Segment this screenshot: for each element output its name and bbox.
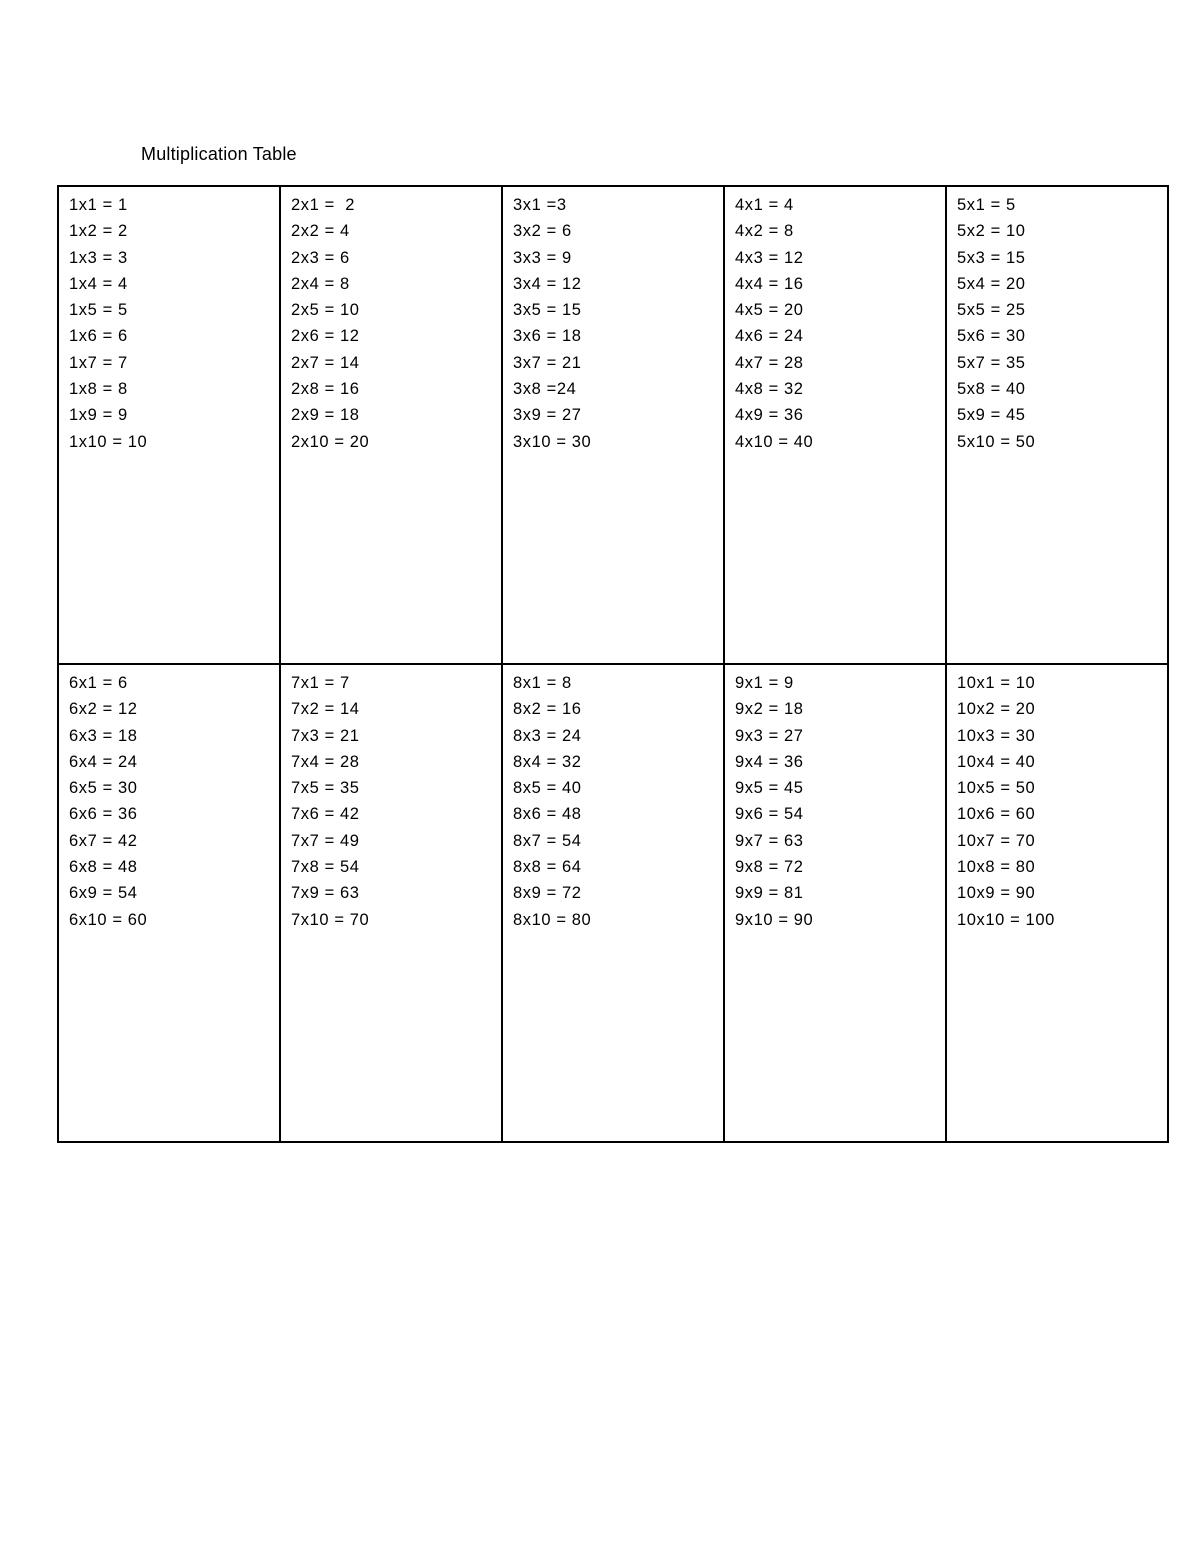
equation-line: 8x1 = 8 bbox=[513, 674, 572, 692]
equation-line: 1x8 = 8 bbox=[69, 380, 128, 399]
equation-line: 9x4 = 36 bbox=[735, 752, 804, 771]
equation-line: 9x6 = 54 bbox=[735, 805, 804, 824]
equation-line: 7x1 = 7 bbox=[291, 674, 350, 692]
table-cell bbox=[502, 664, 724, 1142]
equation-line: 2x2 = 4 bbox=[291, 222, 350, 241]
equation-line: 3x2 = 6 bbox=[513, 222, 572, 241]
equation-line: 7x6 = 42 bbox=[291, 805, 360, 824]
equation-line: 2x6 = 12 bbox=[291, 327, 360, 346]
equation-line: 8x8 = 64 bbox=[513, 858, 582, 877]
table-cell bbox=[946, 186, 1168, 664]
table-cell bbox=[280, 664, 502, 1142]
equation-line: 5x7 = 35 bbox=[957, 353, 1026, 372]
equation-line: 6x6 = 36 bbox=[69, 805, 138, 824]
equation-line: 5x2 = 10 bbox=[957, 222, 1026, 241]
equation-line: 6x4 = 24 bbox=[69, 752, 138, 771]
equation-line: 9x3 = 27 bbox=[735, 726, 804, 745]
equation-line: 2x7 = 14 bbox=[291, 353, 360, 372]
equation-line: 3x6 = 18 bbox=[513, 327, 582, 346]
equation-line: 7x2 = 14 bbox=[291, 700, 360, 719]
equation-line: 8x7 = 54 bbox=[513, 831, 582, 850]
equation-line: 10x2 = 20 bbox=[957, 700, 1036, 719]
equation-line: 7x9 = 63 bbox=[291, 884, 360, 903]
equation-line: 9x5 = 45 bbox=[735, 779, 804, 798]
equation-line: 5x3 = 15 bbox=[957, 248, 1026, 267]
equation-line: 4x8 = 32 bbox=[735, 380, 804, 399]
equation-line: 3x10 = 30 bbox=[513, 432, 592, 451]
equation-line: 2x5 = 10 bbox=[291, 301, 360, 320]
multiplication-table bbox=[57, 185, 1169, 1143]
table-row bbox=[58, 664, 1168, 1142]
equation-line: 8x2 = 16 bbox=[513, 700, 582, 719]
equation-line: 4x2 = 8 bbox=[735, 222, 794, 241]
equation-line: 10x3 = 30 bbox=[957, 726, 1036, 745]
equation-line: 5x5 = 25 bbox=[957, 301, 1026, 320]
equation-line: 6x3 = 18 bbox=[69, 726, 138, 745]
equation-line: 10x1 = 10 bbox=[957, 674, 1036, 692]
equation-line: 2x9 = 18 bbox=[291, 406, 360, 425]
document-title: Multiplication Table bbox=[141, 144, 297, 164]
equation-line: 1x10 = 10 bbox=[69, 432, 148, 451]
equation-line: 8x9 = 72 bbox=[513, 884, 582, 903]
equation-line: 1x7 = 7 bbox=[69, 353, 128, 372]
equation-line: 8x6 = 48 bbox=[513, 805, 582, 824]
equation-line: 10x9 = 90 bbox=[957, 884, 1036, 903]
table-cell bbox=[724, 664, 946, 1142]
equation-line: 9x1 = 9 bbox=[735, 674, 794, 692]
equation-line: 8x3 = 24 bbox=[513, 726, 582, 745]
equation-line: 3x9 = 27 bbox=[513, 406, 582, 425]
equation-line: 1x4 = 4 bbox=[69, 274, 128, 293]
equation-line: 10x5 = 50 bbox=[957, 779, 1036, 798]
equation-line: 4x7 = 28 bbox=[735, 353, 804, 372]
equation-line: 3x3 = 9 bbox=[513, 248, 572, 267]
equation-line: 7x4 = 28 bbox=[291, 752, 360, 771]
equation-line: 7x10 = 70 bbox=[291, 910, 370, 929]
equation-line: 9x2 = 18 bbox=[735, 700, 804, 719]
equation-line: 4x9 = 36 bbox=[735, 406, 804, 425]
equation-line: 6x1 = 6 bbox=[69, 674, 128, 692]
equation-line: 9x10 = 90 bbox=[735, 910, 814, 929]
table-cell bbox=[58, 186, 280, 664]
equation-line: 1x6 = 6 bbox=[69, 327, 128, 346]
equation-line: 5x1 = 5 bbox=[957, 196, 1016, 214]
equation-line: 3x1 =3 bbox=[513, 196, 567, 214]
equation-line: 7x5 = 35 bbox=[291, 779, 360, 798]
equation-line: 8x5 = 40 bbox=[513, 779, 582, 798]
equation-line: 9x7 = 63 bbox=[735, 831, 804, 850]
equation-line: 4x5 = 20 bbox=[735, 301, 804, 320]
equation-line: 7x7 = 49 bbox=[291, 831, 360, 850]
equation-line: 10x4 = 40 bbox=[957, 752, 1036, 771]
equation-line: 1x9 = 9 bbox=[69, 406, 128, 425]
table-cell bbox=[946, 664, 1168, 1142]
table-cell bbox=[58, 664, 280, 1142]
equation-line: 8x10 = 80 bbox=[513, 910, 592, 929]
table-row bbox=[58, 186, 1168, 664]
equation-line: 4x6 = 24 bbox=[735, 327, 804, 346]
equation-line: 10x6 = 60 bbox=[957, 805, 1036, 824]
equation-line: 6x9 = 54 bbox=[69, 884, 138, 903]
table-cell bbox=[724, 186, 946, 664]
equation-line: 5x6 = 30 bbox=[957, 327, 1026, 346]
equation-line: 1x1 = 1 bbox=[69, 196, 128, 214]
equation-line: 2x3 = 6 bbox=[291, 248, 350, 267]
equation-line: 3x8 =24 bbox=[513, 380, 577, 399]
equation-line: 10x7 = 70 bbox=[957, 831, 1036, 850]
equation-line: 4x4 = 16 bbox=[735, 274, 804, 293]
equation-line: 3x7 = 21 bbox=[513, 353, 582, 372]
equation-line: 5x4 = 20 bbox=[957, 274, 1026, 293]
equation-line: 9x9 = 81 bbox=[735, 884, 804, 903]
equation-line: 1x3 = 3 bbox=[69, 248, 128, 267]
equation-line: 7x3 = 21 bbox=[291, 726, 360, 745]
equation-line: 2x1 = 2 bbox=[291, 196, 355, 214]
equation-line: 3x5 = 15 bbox=[513, 301, 582, 320]
equation-line: 6x7 = 42 bbox=[69, 831, 138, 850]
equation-line: 9x8 = 72 bbox=[735, 858, 804, 877]
equation-line: 4x3 = 12 bbox=[735, 248, 804, 267]
equation-line: 2x4 = 8 bbox=[291, 274, 350, 293]
equation-line: 10x10 = 100 bbox=[957, 910, 1055, 929]
equation-line: 8x4 = 32 bbox=[513, 752, 582, 771]
table-cell bbox=[502, 186, 724, 664]
equation-line: 5x8 = 40 bbox=[957, 380, 1026, 399]
equation-line: 6x5 = 30 bbox=[69, 779, 138, 798]
equation-line: 7x8 = 54 bbox=[291, 858, 360, 877]
equation-line: 10x8 = 80 bbox=[957, 858, 1036, 877]
table-cell bbox=[280, 186, 502, 664]
equation-line: 1x2 = 2 bbox=[69, 222, 128, 241]
equation-line: 5x9 = 45 bbox=[957, 406, 1026, 425]
equation-line: 6x8 = 48 bbox=[69, 858, 138, 877]
equation-line: 2x8 = 16 bbox=[291, 380, 360, 399]
equation-line: 6x2 = 12 bbox=[69, 700, 138, 719]
equation-line: 4x1 = 4 bbox=[735, 196, 794, 214]
equation-line: 3x4 = 12 bbox=[513, 274, 582, 293]
equation-line: 5x10 = 50 bbox=[957, 432, 1036, 451]
equation-line: 1x5 = 5 bbox=[69, 301, 128, 320]
equation-line: 4x10 = 40 bbox=[735, 432, 814, 451]
equation-line: 6x10 = 60 bbox=[69, 910, 148, 929]
equation-line: 2x10 = 20 bbox=[291, 432, 370, 451]
